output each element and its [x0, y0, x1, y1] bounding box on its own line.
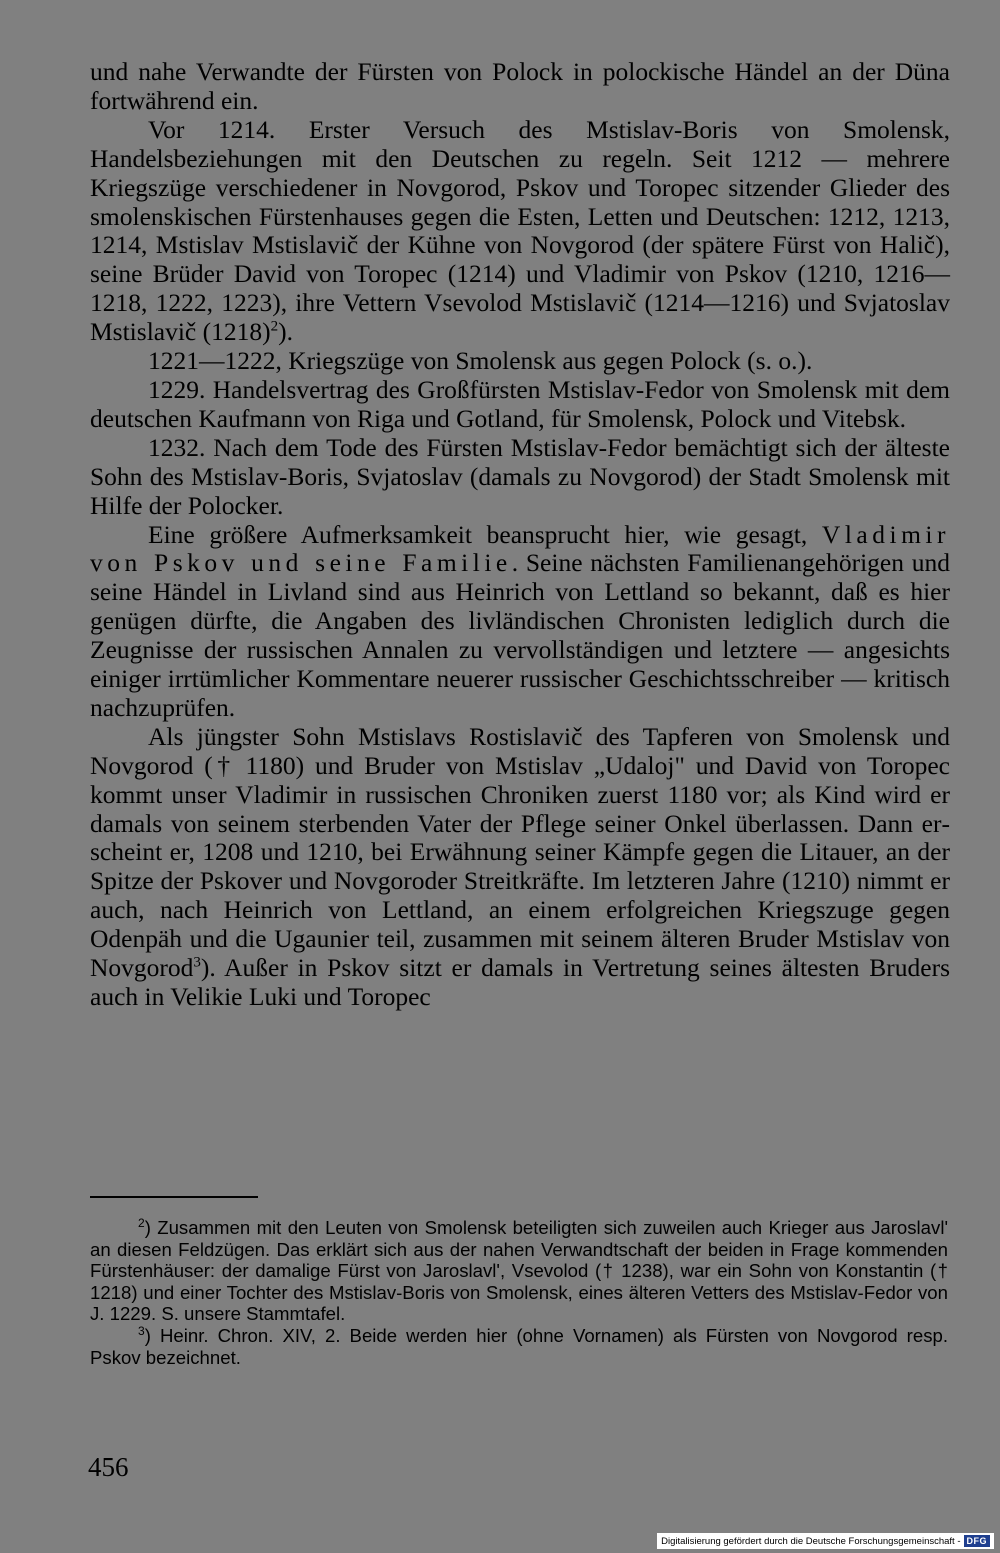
page-number: 456: [88, 1452, 129, 1482]
text-run: Als jüngster Sohn Mstislavs Rostislavič des Tapferen von Smolensk und Novgorod († 1180) und Bruder von Mstislav „Udaloj" und David von Toropec kommt unser Vladimir in russischen Chroniken zuerst 1180 vor; als Kind wird er damals von seinem sterbenden Vater der Pflege seiner Onkel überlassen. Dann erscheint er, 1208 und 1210, bei Erwähnung seiner Kämpfe gegen die Litauer, an der Spitze der Pskover und Novgoroder Streitkräfte. Im letzteren Jahre (1210) nimmt er auch, nach Heinrich von Lettland, an einem erfolgreichen Kriegszuge gegen Odenpäh und die Ugaunier teil, zusammen mit seinem älteren Bruder Mstislav von Novgorod: [90, 721, 950, 983]
text-run: und nahe Verwandte der Fürsten von Polock in polockische Händel an der Düna fortwährend ein.: [90, 57, 950, 115]
main-text: [90, 58, 950, 1012]
paragraph: [90, 376, 950, 434]
footnote: [90, 1325, 948, 1368]
footnote-text: ) Zusammen mit den Leuten von Smolensk beteiligten sich zuweilen auch Krieger aus Jaroslavl' an diesen Feldzügen. Das erklärt sich aus der nahen Verwandtschaft der beiden in Frage kommenden Fürstenhäuser: der damalige Fürst von Jaroslavl', Vsevolod († 1238), war ein Sohn von Konstantin († 1218) und einer Tochter des Mstislav-Boris von Smolensk, eines älteren Vetters des Mstislav-Fedor von J. 1229. S. unsere Stammtafel.: [90, 1217, 948, 1325]
footnotes: [90, 1217, 948, 1368]
paragraph: [90, 58, 950, 116]
text-run: ).: [278, 317, 293, 347]
footer-text: Digitalisierung gefördert durch die Deutsche Forschungsgemeinschaft -: [661, 1535, 961, 1547]
footnote-separator: [90, 1196, 258, 1198]
footnote-marker: 2: [138, 1215, 145, 1230]
text-run: Eine größere Aufmerksamkeit beansprucht hier, wie gesagt,: [148, 519, 822, 549]
text-run: 1232. Nach dem Tode des Fürsten Mstislav-Fedor bemächtigt sich der älteste Sohn des Mstislav-Boris, Svjatoslav (damals zu Novgorod) der Stadt Smolensk mit Hilfe der Polocker.: [90, 432, 950, 520]
paragraph: [90, 116, 950, 347]
text-run: . Seine nächsten Familienangehörigen und seine Händel in Livland sind aus Heinrich von Lettland so bekannt, daß es hier genügen dürfte, die Angaben des livländischen Chronisten lediglich durch die Zeugnisse der russischen Annalen zu vervollständigen und letztere — angesichts einiger irrtümlicher Kommentare neuerer russischer Geschichtsschreiber — kritisch nachzuprüfen.: [90, 548, 950, 722]
spaced-emphasis: Vladimir von Pskov und seine Familie: [90, 519, 950, 578]
footnote: [90, 1217, 948, 1325]
text-run: Vor 1214. Erster Versuch des Mstislav-Boris von Smolensk, Handelsbeziehungen mit den Deutschen zu regeln. Seit 1212 — mehrere Kriegszüge verschiedener in Novgorod, Pskov und Toropec sitzender Glieder des smolenskischen Fürstenhauses gegen die Esten, Letten und Deutschen: 1212, 1213, 1214, Mstislav Mstislavič der Kühne von Novgorod (der spätere Fürst von Halič), seine Brüder David von Toropec (1214) und Vladimir von Pskov (1210, 1216—1218, 1222, 1223), ihre Vettern Vsevolod Mstislavič (1214—1216) und Svjatoslav Mstislavič (1218): [90, 114, 950, 347]
text-run: ). Außer in Pskov sitzt er damals in Vertretung seines ältesten Bruders auch in Velikie Luki und Toropec: [90, 953, 950, 1011]
digitization-footer: [657, 1533, 994, 1549]
text-run: 1221—1222, Kriegszüge von Smolensk aus gegen Polock (s. o.).: [148, 346, 813, 376]
paragraph: [90, 521, 950, 723]
footnote-ref: 3: [193, 954, 201, 971]
paragraph: [90, 723, 950, 1012]
paragraph: [90, 434, 950, 521]
paragraph: [90, 347, 950, 376]
footnote-marker: 3: [138, 1323, 145, 1338]
dfg-logo-icon: DFG: [964, 1535, 991, 1547]
footnote-ref: 2: [270, 318, 279, 335]
footnote-text: ) Heinr. Chron. XIV, 2. Beide werden hier (ohne Vornamen) als Fürsten von Novgorod resp. Pskov bezeichnet.: [90, 1324, 948, 1368]
text-run: 1229. Handelsvertrag des Großfürsten Mstislav-Fedor von Smolensk mit dem deutschen Kaufmann von Riga und Gotland, für Smolensk, Polock und Vitebsk.: [90, 374, 950, 433]
